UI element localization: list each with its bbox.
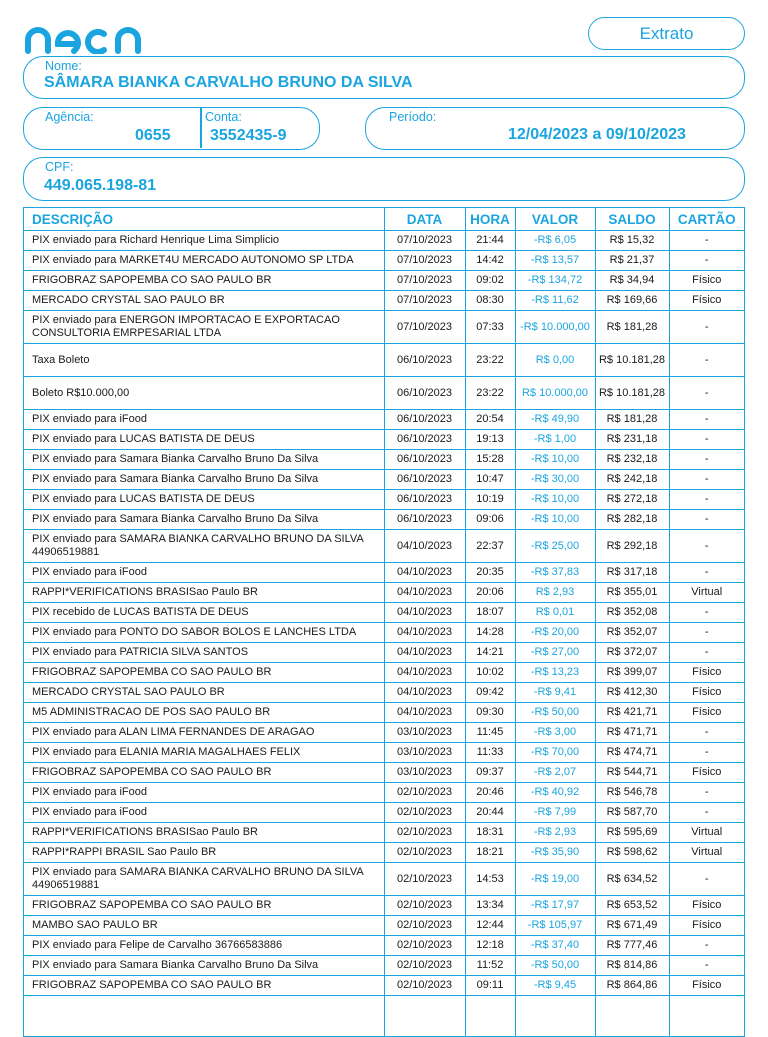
- cell-saldo: R$ 546,78: [595, 783, 669, 803]
- cell-valor: -R$ 2,07: [515, 763, 595, 783]
- cell-saldo: R$ 355,01: [595, 583, 669, 603]
- table-row: [24, 663, 744, 683]
- cell-descricao: PIX enviado para MARKET4U MERCADO AUTONOMO SP LTDA: [24, 251, 384, 271]
- cell-cartao: -: [669, 603, 744, 623]
- cell-hora: 20:44: [465, 803, 515, 823]
- cpf-label: CPF:: [45, 160, 73, 174]
- cell-valor: -R$ 10,00: [515, 490, 595, 510]
- cell-descricao: PIX enviado para iFood: [24, 783, 384, 803]
- cell-saldo: R$ 10.181,28: [595, 377, 669, 410]
- account-number: 3552435-9: [210, 127, 287, 145]
- header-data: DATA: [384, 208, 465, 231]
- cell-cartao: -: [669, 863, 744, 896]
- cell-saldo: R$ 412,30: [595, 683, 669, 703]
- cell-valor: -R$ 9,45: [515, 976, 595, 996]
- table-row: [24, 510, 744, 530]
- cell-data: 06/10/2023: [384, 430, 465, 450]
- cell-descricao: PIX enviado para Samara Bianka Carvalho Bruno Da Silva: [24, 470, 384, 490]
- cell-valor: -R$ 105,97: [515, 916, 595, 936]
- cell-cartao: Físico: [669, 763, 744, 783]
- cell-saldo: R$ 777,46: [595, 936, 669, 956]
- cell-saldo: R$ 34,94: [595, 271, 669, 291]
- cell-saldo: R$ 292,18: [595, 530, 669, 563]
- cell-saldo: R$ 181,28: [595, 410, 669, 430]
- cell-hora: 20:46: [465, 783, 515, 803]
- cell-descricao: PIX enviado para iFood: [24, 803, 384, 823]
- cell-cartao: -: [669, 311, 744, 344]
- cell-valor: -R$ 10,00: [515, 450, 595, 470]
- table-row: [24, 703, 744, 723]
- cell-valor: -R$ 10.000,00: [515, 311, 595, 344]
- table-row: [24, 783, 744, 803]
- cell-cartao: Físico: [669, 703, 744, 723]
- cell-data: 07/10/2023: [384, 231, 465, 251]
- cell-cartao: Virtual: [669, 843, 744, 863]
- cell-valor: -R$ 13,23: [515, 663, 595, 683]
- cell-descricao: PIX enviado para PATRICIA SILVA SANTOS: [24, 643, 384, 663]
- cell-data: 06/10/2023: [384, 490, 465, 510]
- cell-saldo: R$ 15,32: [595, 231, 669, 251]
- cell-data: 04/10/2023: [384, 623, 465, 643]
- cell-descricao: FRIGOBRAZ SAPOPEMBA CO SAO PAULO BR: [24, 663, 384, 683]
- cell-saldo: R$ 544,71: [595, 763, 669, 783]
- cell-cartao: Virtual: [669, 583, 744, 603]
- cell-hora: 20:06: [465, 583, 515, 603]
- cell-data: 03/10/2023: [384, 763, 465, 783]
- cell-cartao: -: [669, 723, 744, 743]
- cell-data: 02/10/2023: [384, 976, 465, 996]
- cell-descricao: PIX enviado para PONTO DO SABOR BOLOS E LANCHES LTDA: [24, 623, 384, 643]
- cell-data: 02/10/2023: [384, 916, 465, 936]
- cell-valor: -R$ 37,40: [515, 936, 595, 956]
- cell-valor: -R$ 35,90: [515, 843, 595, 863]
- cell-cartao: -: [669, 377, 744, 410]
- cell-data: 04/10/2023: [384, 703, 465, 723]
- cell-hora: 09:06: [465, 510, 515, 530]
- cell-saldo: R$ 282,18: [595, 510, 669, 530]
- header-cartao: CARTÃO: [669, 208, 744, 231]
- cell-data: 02/10/2023: [384, 823, 465, 843]
- header-hora: HORA: [465, 208, 515, 231]
- table-header-row: [24, 208, 744, 231]
- cell-valor: -R$ 7,99: [515, 803, 595, 823]
- table-row: [24, 896, 744, 916]
- cell-cartao: Físico: [669, 663, 744, 683]
- cell-empty: [515, 996, 595, 1037]
- table-row: [24, 803, 744, 823]
- cell-cartao: -: [669, 251, 744, 271]
- cell-saldo: R$ 814,86: [595, 956, 669, 976]
- period-value: 12/04/2023 a 09/10/2023: [508, 126, 686, 144]
- cell-cartao: -: [669, 563, 744, 583]
- table-row: [24, 583, 744, 603]
- cell-data: 04/10/2023: [384, 583, 465, 603]
- cell-valor: R$ 2,93: [515, 583, 595, 603]
- cell-descricao: PIX enviado para LUCAS BATISTA DE DEUS: [24, 430, 384, 450]
- cell-valor: R$ 10.000,00: [515, 377, 595, 410]
- cell-hora: 11:33: [465, 743, 515, 763]
- cell-hora: 21:44: [465, 231, 515, 251]
- table-row: [24, 377, 744, 410]
- cell-saldo: R$ 474,71: [595, 743, 669, 763]
- cell-data: 07/10/2023: [384, 311, 465, 344]
- cell-cartao: -: [669, 623, 744, 643]
- cell-cartao: Físico: [669, 683, 744, 703]
- cpf-box: [23, 157, 745, 201]
- cell-descricao: PIX enviado para Richard Henrique Lima Simplicio: [24, 231, 384, 251]
- cell-descricao: PIX enviado para iFood: [24, 563, 384, 583]
- account-holder-name: SÂMARA BIANKA CARVALHO BRUNO DA SILVA: [44, 74, 413, 92]
- cell-hora: 14:53: [465, 863, 515, 896]
- cell-hora: 10:47: [465, 470, 515, 490]
- table-row: [24, 936, 744, 956]
- cell-hora: 10:02: [465, 663, 515, 683]
- cell-cartao: -: [669, 643, 744, 663]
- cell-saldo: R$ 242,18: [595, 470, 669, 490]
- cell-cartao: -: [669, 510, 744, 530]
- cell-descricao: FRIGOBRAZ SAPOPEMBA CO SAO PAULO BR: [24, 271, 384, 291]
- table-row: [24, 410, 744, 430]
- cell-data: 06/10/2023: [384, 510, 465, 530]
- table-row: [24, 530, 744, 563]
- cell-data: 02/10/2023: [384, 843, 465, 863]
- account-label: Conta:: [205, 110, 242, 124]
- transactions-table: [23, 207, 745, 1037]
- cell-descricao: PIX enviado para Samara Bianka Carvalho Bruno Da Silva: [24, 956, 384, 976]
- cell-cartao: -: [669, 530, 744, 563]
- cell-data: 06/10/2023: [384, 410, 465, 430]
- cell-hora: 09:30: [465, 703, 515, 723]
- cell-hora: 18:21: [465, 843, 515, 863]
- cell-data: 03/10/2023: [384, 723, 465, 743]
- cell-valor: -R$ 10,00: [515, 510, 595, 530]
- cell-hora: 22:37: [465, 530, 515, 563]
- cell-cartao: Virtual: [669, 823, 744, 843]
- cell-hora: 09:02: [465, 271, 515, 291]
- cell-saldo: R$ 587,70: [595, 803, 669, 823]
- cell-data: 02/10/2023: [384, 783, 465, 803]
- cell-descricao: PIX enviado para ELANIA MARIA MAGALHAES FELIX: [24, 743, 384, 763]
- table-row: [24, 976, 744, 996]
- table-row: [24, 603, 744, 623]
- cell-data: 02/10/2023: [384, 956, 465, 976]
- cell-cartao: Físico: [669, 271, 744, 291]
- cell-descricao: Taxa Boleto: [24, 344, 384, 377]
- cell-cartao: -: [669, 410, 744, 430]
- cell-data: 04/10/2023: [384, 603, 465, 623]
- cell-saldo: R$ 10.181,28: [595, 344, 669, 377]
- cell-hora: 18:07: [465, 603, 515, 623]
- cell-cartao: -: [669, 490, 744, 510]
- cell-descricao: RAPPI*VERIFICATIONS BRASISao Paulo BR: [24, 583, 384, 603]
- cell-valor: -R$ 17,97: [515, 896, 595, 916]
- cell-descricao: PIX recebido de LUCAS BATISTA DE DEUS: [24, 603, 384, 623]
- header-saldo: SALDO: [595, 208, 669, 231]
- cell-saldo: R$ 598,62: [595, 843, 669, 863]
- agency-label: Agência:: [45, 110, 94, 124]
- cell-descricao: PIX enviado para SAMARA BIANKA CARVALHO BRUNO DA SILVA 44906519881: [24, 863, 384, 896]
- cell-data: 04/10/2023: [384, 663, 465, 683]
- cell-valor: -R$ 49,90: [515, 410, 595, 430]
- cell-descricao: PIX enviado para ENERGON IMPORTACAO E EXPORTACAO CONSULTORIA EMRPESARIAL LTDA: [24, 311, 384, 344]
- cpf-value: 449.065.198-81: [44, 177, 156, 195]
- cell-valor: -R$ 3,00: [515, 723, 595, 743]
- field-divider: [200, 108, 202, 148]
- cell-data: 06/10/2023: [384, 450, 465, 470]
- table-row: [24, 563, 744, 583]
- cell-hora: 10:19: [465, 490, 515, 510]
- table-row: [24, 723, 744, 743]
- cell-hora: 23:22: [465, 377, 515, 410]
- cell-descricao: MERCADO CRYSTAL SAO PAULO BR: [24, 291, 384, 311]
- cell-valor: -R$ 27,00: [515, 643, 595, 663]
- cell-descricao: RAPPI*RAPPI BRASIL Sao Paulo BR: [24, 843, 384, 863]
- cell-hora: 20:54: [465, 410, 515, 430]
- cell-valor: -R$ 19,00: [515, 863, 595, 896]
- cell-data: 06/10/2023: [384, 470, 465, 490]
- cell-hora: 18:31: [465, 823, 515, 843]
- cell-cartao: Físico: [669, 896, 744, 916]
- cell-data: 04/10/2023: [384, 643, 465, 663]
- table-row: [24, 271, 744, 291]
- cell-cartao: Físico: [669, 291, 744, 311]
- cell-saldo: R$ 232,18: [595, 450, 669, 470]
- cell-hora: 12:44: [465, 916, 515, 936]
- cell-hora: 07:33: [465, 311, 515, 344]
- cell-descricao: PIX enviado para Felipe de Carvalho 36766583886: [24, 936, 384, 956]
- cell-saldo: R$ 653,52: [595, 896, 669, 916]
- table-body: [24, 231, 744, 1037]
- table-row: [24, 470, 744, 490]
- cell-cartao: -: [669, 803, 744, 823]
- cell-valor: -R$ 13,57: [515, 251, 595, 271]
- cell-empty: [669, 996, 744, 1037]
- cell-cartao: -: [669, 783, 744, 803]
- table-row-empty: [24, 996, 744, 1037]
- cell-hora: 11:52: [465, 956, 515, 976]
- cell-hora: 09:37: [465, 763, 515, 783]
- cell-valor: -R$ 25,00: [515, 530, 595, 563]
- cell-hora: 14:28: [465, 623, 515, 643]
- cell-valor: -R$ 70,00: [515, 743, 595, 763]
- cell-data: 04/10/2023: [384, 563, 465, 583]
- cell-saldo: R$ 317,18: [595, 563, 669, 583]
- table-row: [24, 863, 744, 896]
- table-row: [24, 763, 744, 783]
- table-row: [24, 251, 744, 271]
- table-row: [24, 311, 744, 344]
- cell-cartao: -: [669, 450, 744, 470]
- name-box: [23, 56, 745, 99]
- cell-saldo: R$ 272,18: [595, 490, 669, 510]
- cell-descricao: PIX enviado para SAMARA BIANKA CARVALHO BRUNO DA SILVA 44906519881: [24, 530, 384, 563]
- cell-descricao: MERCADO CRYSTAL SAO PAULO BR: [24, 683, 384, 703]
- cell-valor: R$ 0,00: [515, 344, 595, 377]
- cell-data: 04/10/2023: [384, 530, 465, 563]
- table-row: [24, 843, 744, 863]
- cell-hora: 11:45: [465, 723, 515, 743]
- cell-saldo: R$ 231,18: [595, 430, 669, 450]
- cell-cartao: -: [669, 470, 744, 490]
- cell-saldo: R$ 21,37: [595, 251, 669, 271]
- cell-valor: R$ 0,01: [515, 603, 595, 623]
- cell-valor: -R$ 50,00: [515, 703, 595, 723]
- agency-number: 0655: [135, 127, 171, 145]
- cell-descricao: PIX enviado para iFood: [24, 410, 384, 430]
- cell-valor: -R$ 6,05: [515, 231, 595, 251]
- cell-hora: 19:13: [465, 430, 515, 450]
- cell-saldo: R$ 671,49: [595, 916, 669, 936]
- cell-descricao: M5 ADMINISTRACAO DE POS SAO PAULO BR: [24, 703, 384, 723]
- cell-hora: 13:34: [465, 896, 515, 916]
- cell-descricao: FRIGOBRAZ SAPOPEMBA CO SAO PAULO BR: [24, 976, 384, 996]
- cell-data: 03/10/2023: [384, 743, 465, 763]
- cell-saldo: R$ 169,66: [595, 291, 669, 311]
- cell-hora: 12:18: [465, 936, 515, 956]
- cell-data: 07/10/2023: [384, 251, 465, 271]
- cell-cartao: -: [669, 956, 744, 976]
- cell-data: 04/10/2023: [384, 683, 465, 703]
- cell-descricao: Boleto R$10.000,00: [24, 377, 384, 410]
- table-row: [24, 683, 744, 703]
- cell-saldo: R$ 595,69: [595, 823, 669, 843]
- table-row: [24, 291, 744, 311]
- cell-descricao: FRIGOBRAZ SAPOPEMBA CO SAO PAULO BR: [24, 896, 384, 916]
- table-row: [24, 956, 744, 976]
- table-row: [24, 490, 744, 510]
- cell-saldo: R$ 372,07: [595, 643, 669, 663]
- cell-empty: [384, 996, 465, 1037]
- cell-hora: 23:22: [465, 344, 515, 377]
- table-row: [24, 823, 744, 843]
- cell-data: 06/10/2023: [384, 377, 465, 410]
- cell-saldo: R$ 181,28: [595, 311, 669, 344]
- cell-saldo: R$ 864,86: [595, 976, 669, 996]
- table-row: [24, 623, 744, 643]
- cell-valor: -R$ 37,83: [515, 563, 595, 583]
- cell-saldo: R$ 352,08: [595, 603, 669, 623]
- cell-data: 07/10/2023: [384, 291, 465, 311]
- cell-valor: -R$ 134,72: [515, 271, 595, 291]
- table-row: [24, 344, 744, 377]
- cell-valor: -R$ 1,00: [515, 430, 595, 450]
- table-row: [24, 450, 744, 470]
- cell-descricao: FRIGOBRAZ SAPOPEMBA CO SAO PAULO BR: [24, 763, 384, 783]
- cell-cartao: -: [669, 231, 744, 251]
- document-title-badge: Extrato: [588, 17, 745, 50]
- cell-descricao: MAMBO SAO PAULO BR: [24, 916, 384, 936]
- header-valor: VALOR: [515, 208, 595, 231]
- cell-valor: -R$ 50,00: [515, 956, 595, 976]
- agency-account-box: [23, 107, 320, 150]
- cell-descricao: PIX enviado para Samara Bianka Carvalho Bruno Da Silva: [24, 450, 384, 470]
- cell-hora: 14:42: [465, 251, 515, 271]
- cell-descricao: PIX enviado para ALAN LIMA FERNANDES DE ARAGAO: [24, 723, 384, 743]
- cell-data: 02/10/2023: [384, 896, 465, 916]
- cell-empty: [595, 996, 669, 1037]
- cell-saldo: R$ 399,07: [595, 663, 669, 683]
- cell-cartao: -: [669, 743, 744, 763]
- cell-hora: 09:42: [465, 683, 515, 703]
- table-row: [24, 430, 744, 450]
- cell-hora: 15:28: [465, 450, 515, 470]
- cell-valor: -R$ 9,41: [515, 683, 595, 703]
- period-label: Período:: [389, 110, 436, 124]
- cell-hora: 20:35: [465, 563, 515, 583]
- cell-cartao: Físico: [669, 976, 744, 996]
- header-descricao: DESCRIÇÃO: [24, 208, 384, 231]
- cell-saldo: R$ 352,07: [595, 623, 669, 643]
- cell-data: 02/10/2023: [384, 863, 465, 896]
- name-label: Nome:: [45, 59, 82, 73]
- cell-data: 02/10/2023: [384, 936, 465, 956]
- cell-hora: 14:21: [465, 643, 515, 663]
- neon-logo: [22, 20, 148, 54]
- cell-valor: -R$ 2,93: [515, 823, 595, 843]
- period-box: [365, 107, 745, 150]
- cell-cartao: -: [669, 430, 744, 450]
- cell-descricao: PIX enviado para LUCAS BATISTA DE DEUS: [24, 490, 384, 510]
- cell-saldo: R$ 634,52: [595, 863, 669, 896]
- cell-descricao: RAPPI*VERIFICATIONS BRASISao Paulo BR: [24, 823, 384, 843]
- cell-data: 06/10/2023: [384, 344, 465, 377]
- table-row: [24, 916, 744, 936]
- cell-descricao: PIX enviado para Samara Bianka Carvalho Bruno Da Silva: [24, 510, 384, 530]
- cell-valor: -R$ 20,00: [515, 623, 595, 643]
- cell-data: 02/10/2023: [384, 803, 465, 823]
- table-row: [24, 231, 744, 251]
- cell-cartao: -: [669, 344, 744, 377]
- table-row: [24, 743, 744, 763]
- cell-cartao: Físico: [669, 916, 744, 936]
- cell-valor: -R$ 40,92: [515, 783, 595, 803]
- cell-empty: [24, 996, 384, 1037]
- cell-hora: 09:11: [465, 976, 515, 996]
- cell-empty: [465, 996, 515, 1037]
- cell-valor: -R$ 30,00: [515, 470, 595, 490]
- cell-data: 07/10/2023: [384, 271, 465, 291]
- cell-hora: 08:30: [465, 291, 515, 311]
- table-row: [24, 643, 744, 663]
- cell-valor: -R$ 11,62: [515, 291, 595, 311]
- cell-saldo: R$ 421,71: [595, 703, 669, 723]
- cell-cartao: -: [669, 936, 744, 956]
- cell-saldo: R$ 471,71: [595, 723, 669, 743]
